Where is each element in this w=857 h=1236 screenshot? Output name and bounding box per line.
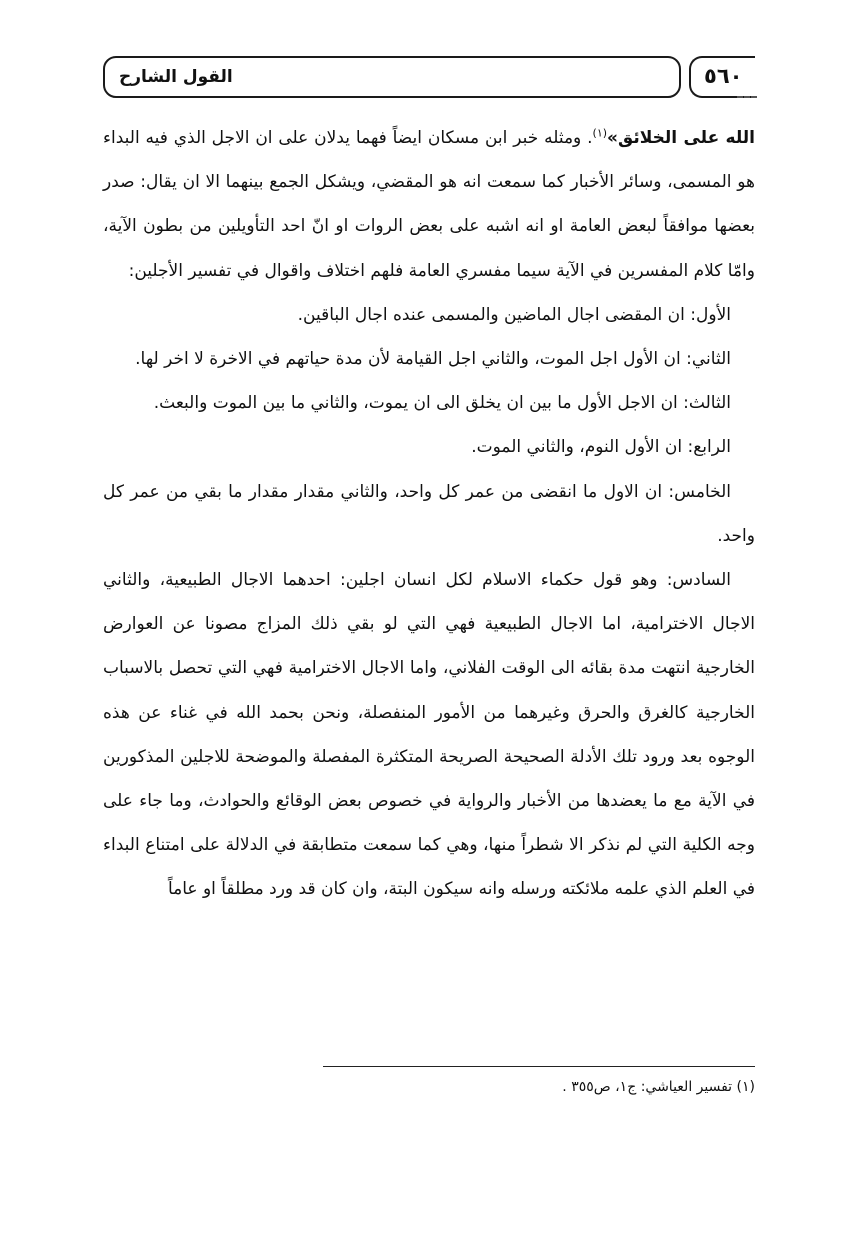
footnote-divider [323, 1066, 755, 1067]
page-number-frame [689, 56, 755, 98]
footnote-ref: (١) [592, 126, 608, 140]
running-title: القول الشارح [119, 67, 233, 87]
opinion-fourth: الرابع: ان الأول النوم، والثاني الموت. [471, 437, 731, 458]
opinion-third: الثالث: ان الاجل الأول ما بين ان يخلق الى ان يموت، والثاني ما بين الموت والبعث. [153, 393, 731, 414]
opinion-first: الأول: ان المقضى اجال الماضين والمسمى عنده اجال الباقين. [297, 304, 731, 325]
opinion-second: الثاني: ان الأول اجل الموت، والثاني اجل القيامة لأن مدة حياتهم في الاخرة لا اخر لها. [135, 349, 731, 370]
opinion-sixth: السادس: وهو قول حكماء الاسلام لكل انسان اجلين: احدهما الاجال الطبيعية، والثاني الاجال الاخترامية، اما الاجال الطبيعية فهي التي لو بقي ذلك المزاج مصونا عن العوارض الخارجية انتهت مدة بقائه الى الوقت الفلاني، واما الاجال الاخترامية فهي التي تحصل بالاسباب الخارجية كالغرق والحرق وغيرهما من الأمور المنفصلة، ونحن بحمد الله في غناء عن هذه الوجوه بعد ورود تلك الأدلة الصحيحة الصريحة المتكثرة المفصلة والموضحة للاجلين المذكورين في الآية مع ما يعضدها من الأخبار والرواية في خصوص بعض الوقائع والحوادث، وما جاء على وجه الكلية التي لم نذكر الا شطراً منها، وهي كما سمعت متطابقة في الدلالة على امتناع البداء في العلم الذي علمه ملائكته ورسله وانه سيكون البتة، وان كان قد ورد مطلقاً او عاماً [103, 570, 755, 900]
page-number: ٥٦٠ [704, 64, 743, 88]
footnote: (١) تفسير العياشي: ج١، ص٣٥٥ . [562, 1079, 755, 1095]
frame-tail-line [737, 96, 757, 98]
opinion-fifth: الخامس: ان الاول ما انقضى من عمر كل واحد، والثاني مقدار مقدار ما بقي من عمر كل واحد. [103, 481, 755, 546]
paragraph-intro-text: . ومثله خبر ابن مسكان ايضاً فهما يدلان على ان الاجل الذي فيه البداء هو المسمى، وسائر الأخبار كما سمعت انه هو المقضي، ويشكل الجمع بينهما الا ان يقال: صدر بعضها موافقاً لبعض العامة او انه اشبه على بعض الروات او انّ احد التأويلين من بطون الآية، وامّا كلام المفسرين في الآية سيما مفسري العامة فلهم اختلاف واقوال في تفسير الأجلين: [103, 128, 755, 281]
paragraph-intro [103, 116, 755, 293]
running-title-frame [103, 56, 681, 98]
main-text [103, 116, 755, 912]
page-header [103, 56, 755, 100]
quote-end: الله على الخلائق» [607, 128, 756, 148]
